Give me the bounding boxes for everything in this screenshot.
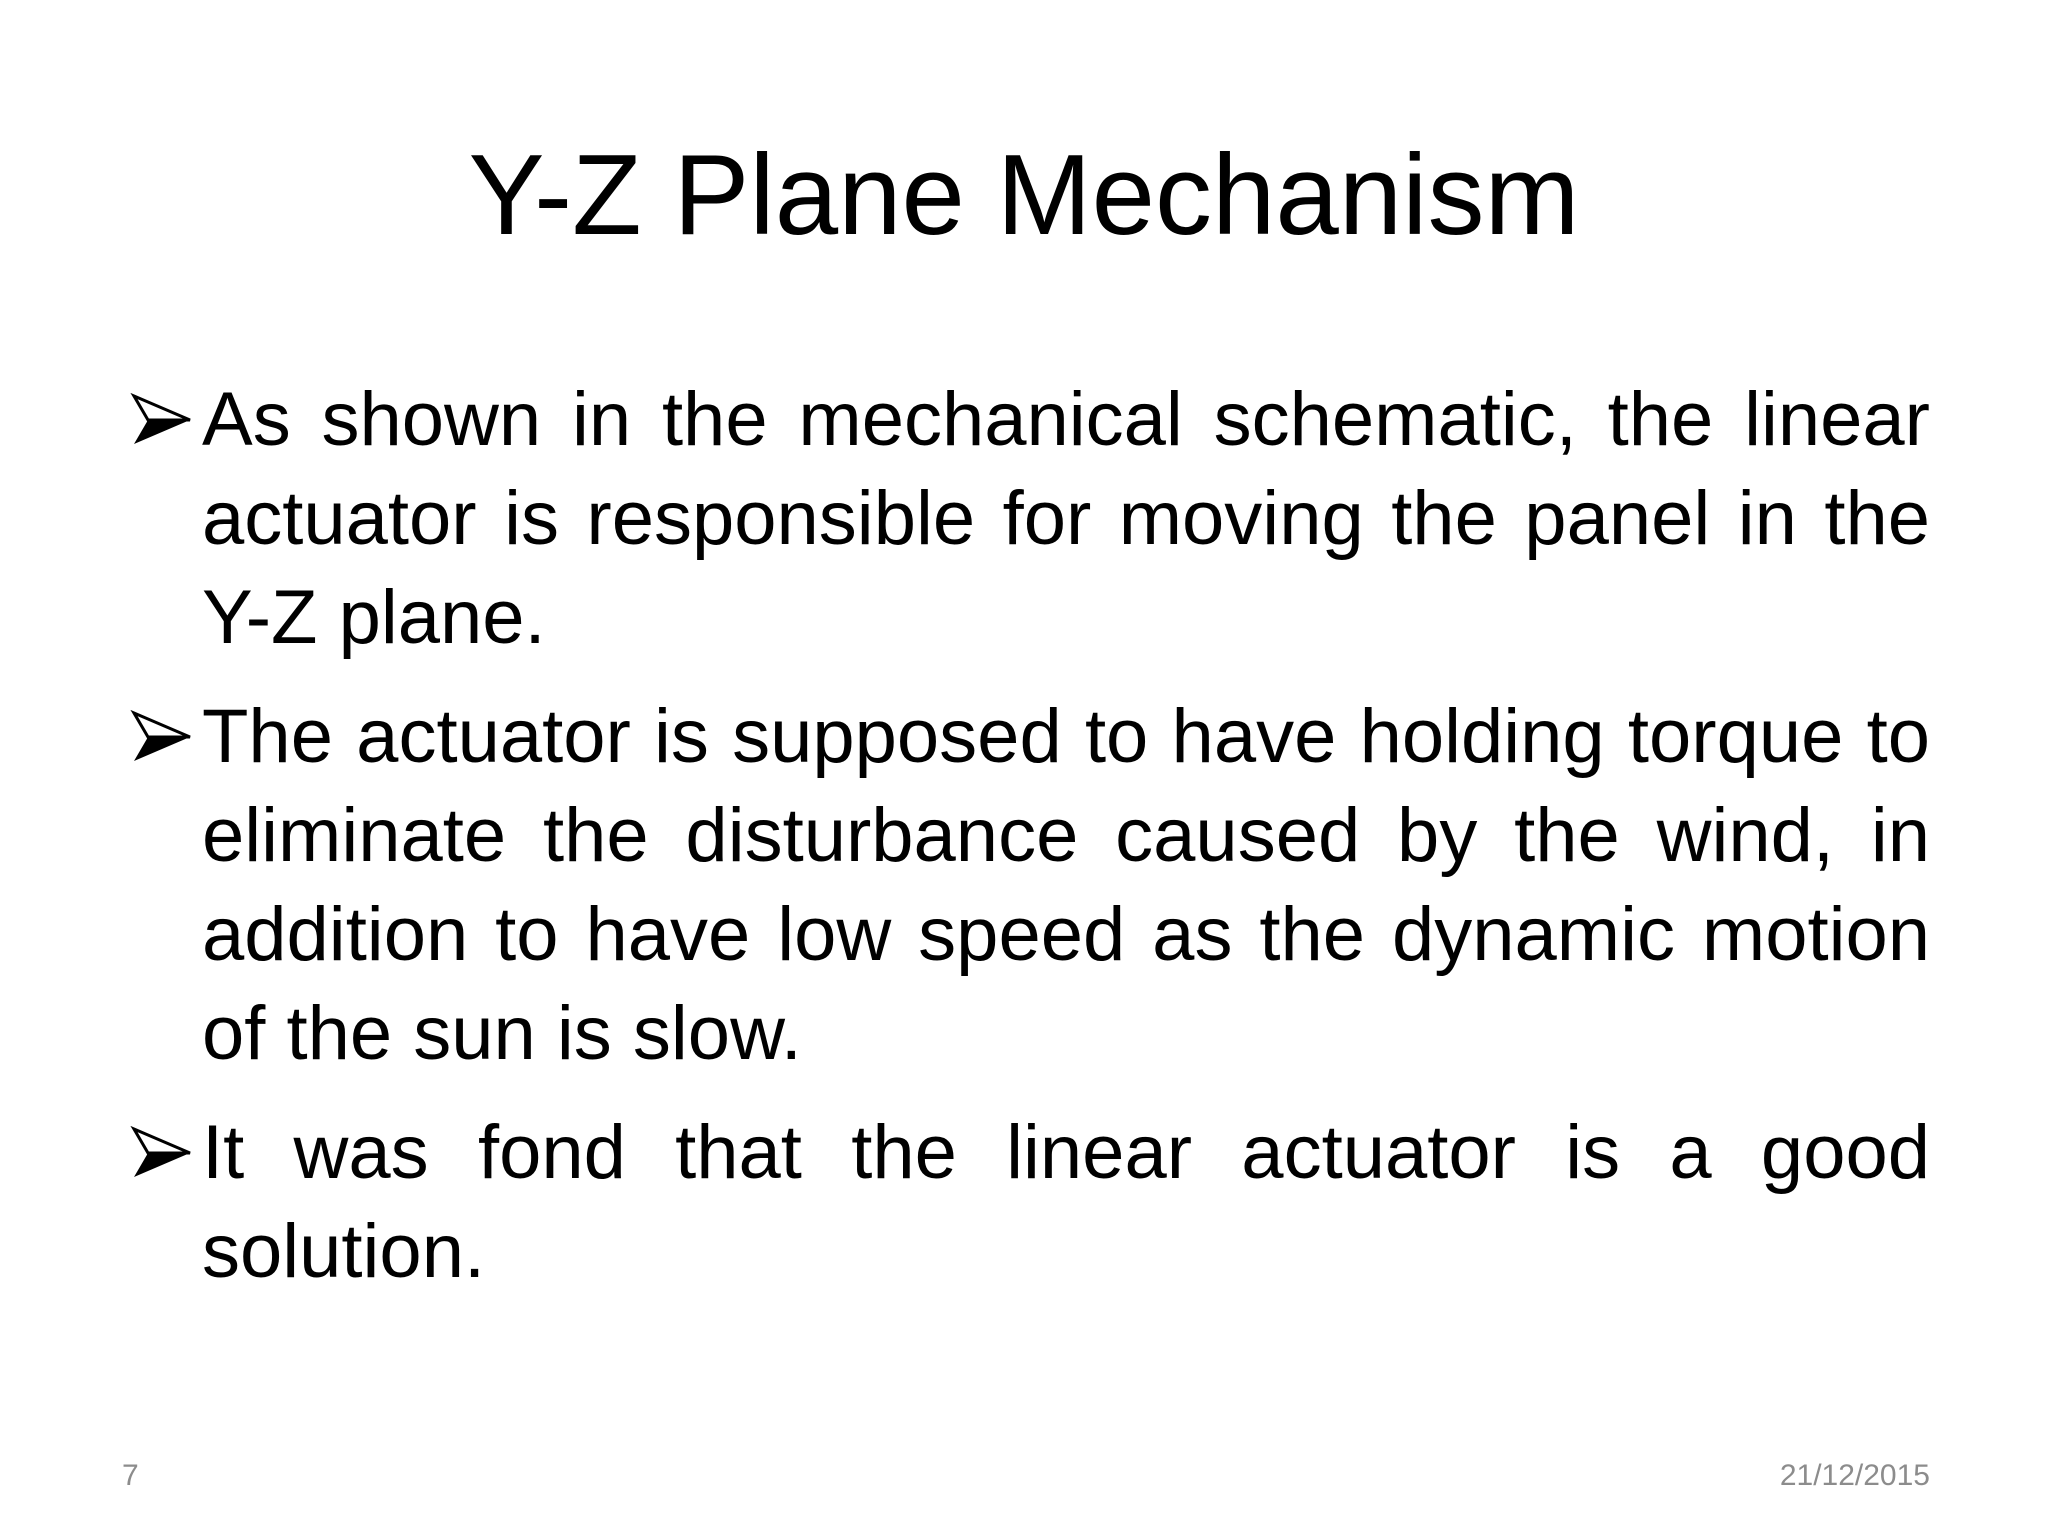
bullet-item [130,370,1930,667]
arrowhead-bullet-icon [130,392,194,448]
bullet-list [130,370,1930,1321]
bullet-item [130,687,1930,1083]
bullet-text: As shown in the mechanical schematic, the linear actuator is responsible for moving the panel in the Y-Z plane. [202,377,1930,660]
slide-date: 21/12/2015 [1779,1459,1930,1492]
arrowhead-bullet-icon [130,709,194,765]
bullet-text: It was fond that the linear actuator is a good solution. [202,1110,1930,1294]
slide-number: 7 [122,1459,139,1492]
slide-title: Y-Z Plane Mechanism [468,132,1580,259]
bullet-text: The actuator is supposed to have holding torque to eliminate the disturbance caused by the wind, in addition to have low speed as the dynamic motion of the sun is slow. [202,694,1930,1076]
bullet-item [130,1103,1930,1301]
arrowhead-bullet-icon [130,1125,194,1181]
